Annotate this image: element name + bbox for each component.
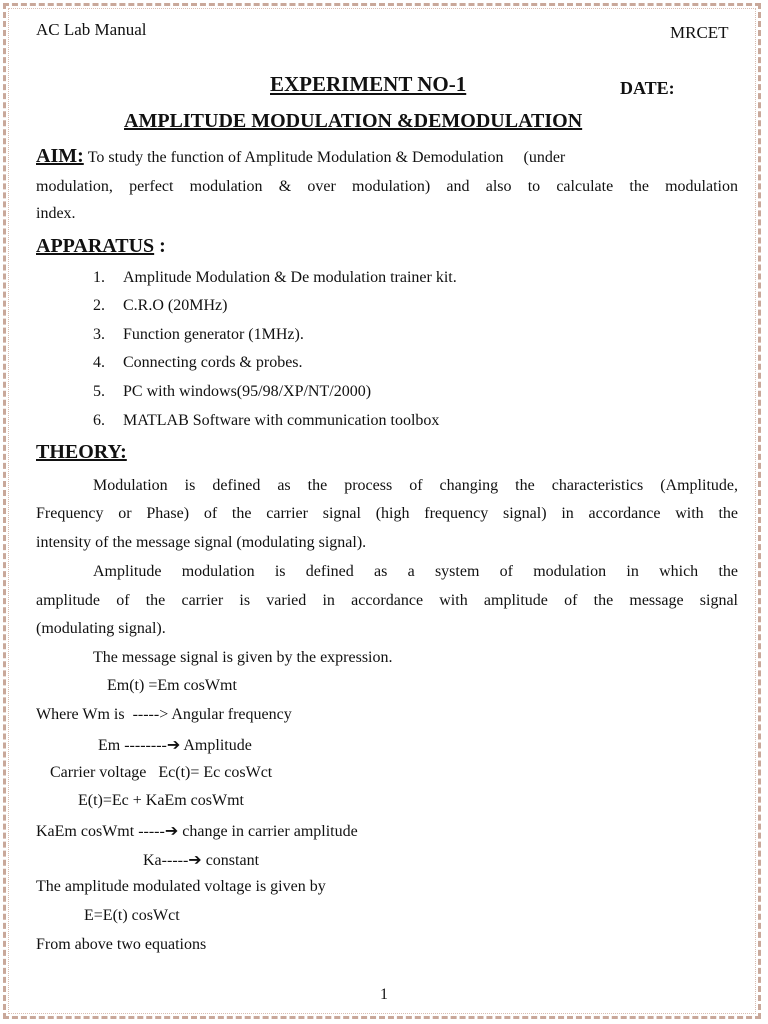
from-equations-line: From above two equations	[36, 936, 207, 953]
header-left: AC Lab Manual	[36, 20, 147, 39]
theory-p2-line-2: amplitude of the carrier is varied in accordance with amplitude of the message signal	[36, 592, 738, 609]
am-voltage-line: The amplitude modulated voltage is given by	[36, 878, 326, 895]
aim-text-3: index.	[36, 205, 76, 222]
apparatus-item: 3. Function generator (1MHz).	[93, 326, 304, 343]
apparatus-item: 1. Amplitude Modulation & De modulation trainer kit.	[93, 269, 457, 286]
apparatus-item: 6. MATLAB Software with communication toolbox	[93, 412, 440, 429]
em-amplitude-line: Em --------➔ Amplitude	[98, 737, 252, 754]
apparatus-label: APPARATUS	[36, 235, 155, 257]
theory-p1-line-1: Modulation is defined as the process of changing the characteristics (Amplitude,	[93, 477, 738, 494]
theory-p2-line-1: Amplitude modulation is defined as a system of modulation in which the	[93, 563, 738, 580]
kaem-line: KaEm cosWmt -----➔ change in carrier amplitude	[36, 823, 358, 840]
ka-constant-line: Ka-----➔ constant	[143, 852, 260, 869]
experiment-title: EXPERIMENT NO-1	[270, 72, 467, 96]
aim-label: AIM:	[36, 145, 84, 167]
aim-text-1: To study the function of Amplitude Modulation & Demodulation (under	[87, 149, 566, 166]
apparatus-heading	[36, 235, 166, 258]
equation-em: Em(t) =Em cosWmt	[107, 677, 237, 694]
apparatus-item: 4. Connecting cords & probes.	[93, 354, 303, 371]
theory-p2-line-3: (modulating signal).	[36, 620, 166, 637]
theory-p1-line-3: intensity of the message signal (modulating signal).	[36, 534, 367, 551]
page-number: 1	[380, 986, 388, 1003]
carrier-voltage-line: Carrier voltage Ec(t)= Ec cosWct	[50, 764, 273, 781]
equation-e: E=E(t) cosWct	[84, 907, 180, 924]
aim-text-2: modulation, perfect modulation & over modulation) and also to calculate the modulation	[36, 178, 738, 195]
apparatus-item: 2. C.R.O (20MHz)	[93, 297, 228, 314]
where-wm-line: Where Wm is -----> Angular frequency	[36, 706, 292, 723]
apparatus-item: 5. PC with windows(95/98/XP/NT/2000)	[93, 383, 372, 400]
theory-p1-line-2: Frequency or Phase) of the carrier signal (high frequency signal) in accordance with the	[36, 505, 738, 522]
header-right: MRCET	[670, 23, 729, 42]
experiment-subtitle: AMPLITUDE MODULATION &DEMODULATION	[124, 110, 583, 132]
aim-line-1	[36, 145, 738, 168]
theory-label: THEORY:	[36, 441, 127, 463]
apparatus-colon: :	[154, 235, 166, 257]
message-signal-line: The message signal is given by the expression.	[93, 649, 393, 666]
date-label: DATE:	[620, 78, 675, 98]
equation-et: E(t)=Ec + KaEm cosWmt	[78, 792, 244, 809]
